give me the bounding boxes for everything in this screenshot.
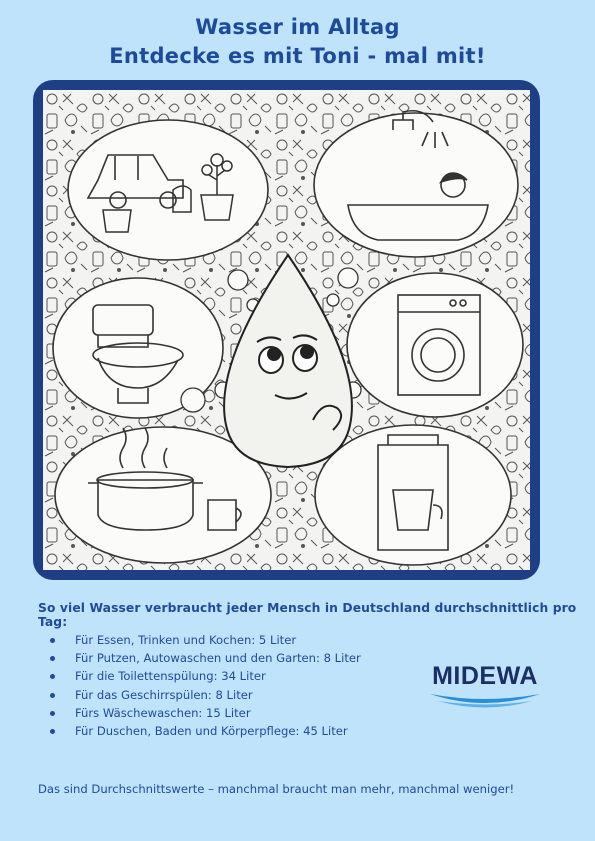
bullet-icon — [50, 674, 55, 679]
page-subtitle: Entdecke es mit Toni - mal mit! — [109, 44, 486, 68]
midewa-logo — [424, 656, 546, 716]
intro-text: So viel Wasser verbraucht jeder Mensch in Deutschland durchschnittlich pro Tag: — [38, 601, 577, 629]
list-item: Für Duschen, Baden und Körperpflege: 45 Liter — [50, 722, 361, 740]
list-item: Für die Toilettenspülung: 34 Liter — [50, 667, 361, 685]
water-usage-list — [50, 631, 361, 740]
bullet-icon — [50, 711, 55, 716]
coloring-illustration-frame — [33, 80, 540, 580]
bubble-car-garden — [68, 120, 268, 260]
list-item: Für das Geschirrspülen: 8 Liter — [50, 686, 361, 704]
bullet-icon — [50, 693, 55, 698]
bullet-icon — [50, 638, 55, 643]
list-item: Fürs Wäschewaschen: 15 Liter — [50, 704, 361, 722]
list-item: Für Putzen, Autowaschen und den Garten: 8 Liter — [50, 649, 361, 667]
page-title: Wasser im Alltag — [195, 15, 400, 39]
list-item: Für Essen, Trinken und Kochen: 5 Liter — [50, 631, 361, 649]
logo-text: MIDEWA — [432, 662, 538, 690]
footer-note: Das sind Durchschnittswerte – manchmal braucht man mehr, manchmal weniger! — [38, 782, 515, 796]
bullet-icon — [50, 656, 55, 661]
bubble-bath — [314, 113, 518, 257]
logo-wave-icon — [430, 694, 540, 703]
bubble-coffee — [315, 425, 511, 565]
bullet-icon — [50, 729, 55, 734]
coloring-illustration — [43, 90, 530, 570]
